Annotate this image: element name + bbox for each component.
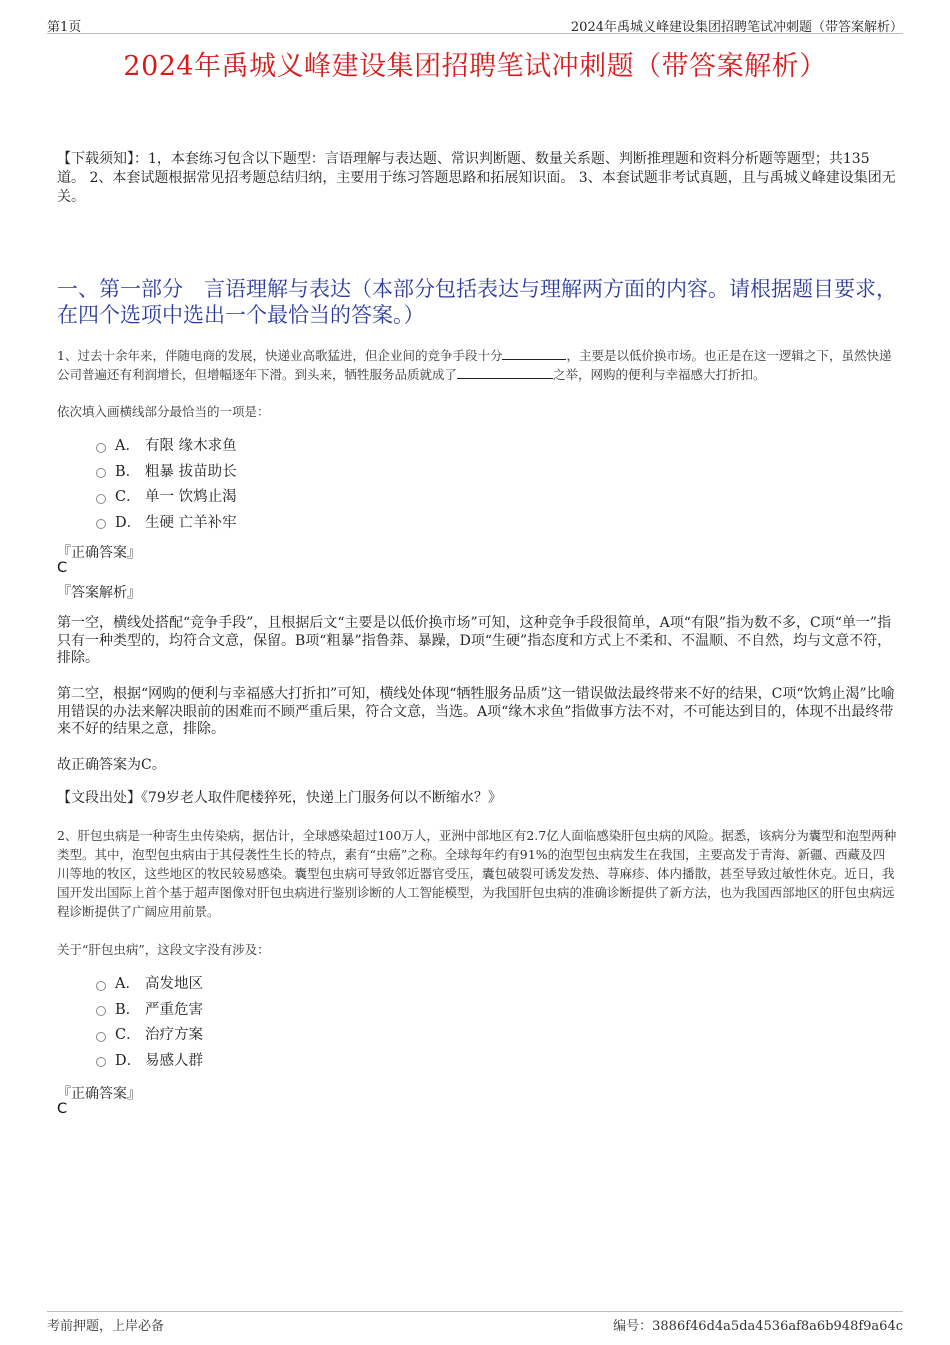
option-d[interactable]: D． 易感人群 — [96, 1047, 203, 1073]
radio-icon[interactable] — [96, 1032, 106, 1042]
option-a[interactable]: A． 高发地区 — [96, 970, 203, 996]
option-a[interactable]: A． 有限 缘木求鱼 — [96, 432, 237, 458]
question-1-text-part2: ，主要是以低价换市场。也正是在这一逻辑之下，虽然快递公司普遍还有利润增长，但增幅逐年下滑。到头来，牺牲服务品质就成了 — [57, 348, 892, 382]
page-header — [47, 14, 903, 34]
page-number: 第1页 — [47, 20, 82, 35]
question-1-text-part1: 1、过去十余年来，伴随电商的发展，快递业高歌猛进，但企业间的竞争手段十分 — [57, 348, 503, 363]
question-1-stem — [57, 346, 897, 384]
fill-blank-2 — [457, 365, 553, 379]
fill-blank-1 — [502, 346, 566, 360]
analysis-paragraph-1: 第一空，横线处搭配“竞争手段”，且根据后文“主要是以低价换市场”可知，这种竞争手段很简单，A项“有限”指为数不多，C项“单一”指只有一种类型的，均符合文意，保留。B项“粗暴”指鲁莽、暴躁，D项“生硬”指态度和方式上不柔和、不温顺、不自然，均与文意不符，排除。 — [57, 615, 892, 666]
page-footer — [47, 1311, 903, 1333]
question-1-options — [96, 432, 237, 534]
source-citation: 【文段出处】《79岁老人取件爬楼猝死，快递上门服务何以不断缩水？》 — [57, 790, 502, 806]
radio-icon[interactable] — [96, 468, 106, 478]
radio-icon[interactable] — [96, 494, 106, 504]
document-id: 编号：3886f46d4a5da4536af8a6b948f9a64c — [613, 1319, 903, 1334]
question-1-prompt: 依次填入画横线部分最恰当的一项是： — [57, 404, 270, 419]
footer-slogan: 考前押题，上岸必备 — [47, 1319, 165, 1334]
download-notice: 【下载须知】：1，本套练习包含以下题型：言语理解与表达题、常识判断题、数量关系题、判断推理题和资料分析题等题型；共135道。 2、本套试题根据常见招考题总结归纳，主要用于练习答题思路和拓展知识面。 3、本套试题非考试真题，且与禹城义峰建设集团无关。 — [57, 151, 896, 205]
analysis-conclusion: 故正确答案为C。 — [57, 757, 166, 773]
option-b[interactable]: B． 粗暴 拔苗助长 — [96, 458, 237, 484]
correct-answer: C — [57, 1101, 68, 1117]
question-2-options — [96, 970, 203, 1072]
section-title: 一、第一部分 言语理解与表达（本部分包括表达与理解两方面的内容。请根据题目要求，在四个选项中选出一个最恰当的答案。） — [57, 277, 897, 327]
question-2-stem: 2、肝包虫病是一种寄生虫传染病，据估计，全球感染超过100万人，亚洲中部地区有2.7亿人面临感染肝包虫病的风险。据悉，该病分为囊型和泡型两种类型。其中，泡型包虫病由于其侵袭性生长的特点，素有“虫癌”之称。全球每年约有91%的泡型包虫病发生在我国，主要高发于青海、新疆、西藏及四川等地的牧区，这些地区的牧民较易感染。囊型包虫病可导致邻近器官受压，囊包破裂可诱发发热、荨麻疹、体内播散，甚至导致过敏性休克。近日，我国开发出国际上首个基于超声图像对肝包虫病进行鉴别诊断的人工智能模型，为我国肝包虫病的准确诊断提供了新方法，也为我国西部地区的肝包虫病远程诊断提供了广阔应用前景。 — [57, 828, 897, 919]
option-c[interactable]: C． 单一 饮鸩止渴 — [96, 483, 237, 509]
header-doc-title: 2024年禹城义峰建设集团招聘笔试冲刺题（带答案解析） — [570, 20, 903, 35]
question-1-text-part3: 之举，网购的便利与幸福感大打折扣。 — [553, 367, 766, 382]
analysis-label: 『答案解析』 — [57, 585, 141, 601]
option-c[interactable]: C． 治疗方案 — [96, 1021, 203, 1047]
document-title: 2024年禹城义峰建设集团招聘笔试冲刺题（带答案解析） — [123, 51, 827, 82]
radio-icon[interactable] — [96, 519, 106, 529]
radio-icon[interactable] — [96, 1006, 106, 1016]
radio-icon[interactable] — [96, 981, 106, 991]
radio-icon[interactable] — [96, 443, 106, 453]
radio-icon[interactable] — [96, 1057, 106, 1067]
answer-label: 『正确答案』 — [57, 545, 141, 561]
answer-label: 『正确答案』 — [57, 1086, 141, 1102]
correct-answer: C — [57, 560, 68, 576]
analysis-paragraph-2: 第二空，根据“网购的便利与幸福感大打折扣”可知，横线处体现“牺牲服务品质”这一错误做法最终带来不好的结果，C项“饮鸩止渴”比喻用错误的办法来解决眼前的困难而不顾严重后果，符合文意，当选。A项“缘木求鱼”指做事方法不对，不可能达到目的，体现不出最终带来不好的结果之意，排除。 — [57, 686, 895, 737]
option-d[interactable]: D． 生硬 亡羊补牢 — [96, 509, 237, 535]
question-2-prompt: 关于“肝包虫病”，这段文字没有涉及： — [57, 942, 270, 957]
option-b[interactable]: B． 严重危害 — [96, 996, 203, 1022]
